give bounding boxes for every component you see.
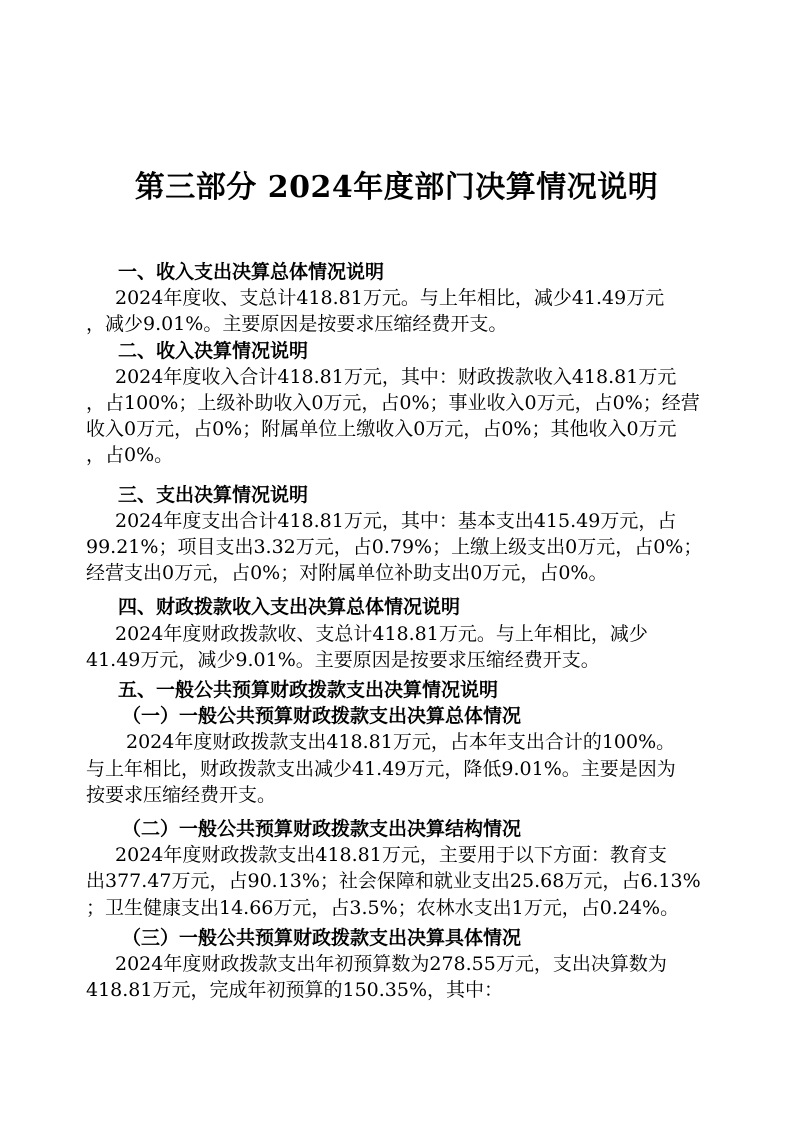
paragraph-line: 出377.47万元，占90.13%；社会保障和就业支出25.68万元，占6.13% <box>86 870 701 893</box>
document-body <box>86 259 708 1003</box>
paragraph-line: 按要求压缩经费开支。 <box>86 783 277 806</box>
page-title: 第三部分 2024年度部门决算情况说明 <box>134 170 659 205</box>
subsection-heading: （一）一般公共预算财政拨款支出决算总体情况 <box>122 705 522 728</box>
paragraph-line: ，占100%；上级补助收入0万元，占0%；事业收入0万元，占0%；经营 <box>86 392 700 415</box>
section-heading: 二、收入决算情况说明 <box>118 339 309 362</box>
subsection-heading: （二）一般公共预算财政拨款支出决算结构情况 <box>122 818 522 841</box>
section-heading: 三、支出决算情况说明 <box>118 483 309 506</box>
paragraph-line: 2024年度财政拨款支出年初预算数为278.55万元，支出决算数为 <box>115 953 667 976</box>
subsection-heading: （三）一般公共预算财政拨款支出决算具体情况 <box>122 926 522 949</box>
paragraph-line: ；卫生健康支出14.66万元，占3.5%；农林水支出1万元，占0.24%。 <box>86 896 680 919</box>
paragraph-line: 2024年度财政拨款收、支总计418.81万元。与上年相比，减少 <box>115 622 648 645</box>
paragraph-line: ，减少9.01%。主要原因是按要求压缩经费开支。 <box>86 313 508 336</box>
paragraph-line: 经营支出0万元，占0%；对附属单位补助支出0万元，占0%。 <box>86 562 608 585</box>
paragraph-line: 2024年度收入合计418.81万元，其中：财政拨款收入418.81万元 <box>115 365 677 388</box>
paragraph-line: 2024年度财政拨款支出418.81万元，占本年支出合计的100%。 <box>126 731 676 754</box>
paragraph-line: ，占0%。 <box>86 444 174 467</box>
paragraph-line: 与上年相比，财政拨款支出减少41.49万元，降低9.01%。主要是因为 <box>86 757 676 780</box>
paragraph-line: 2024年度财政拨款支出418.81万元，主要用于以下方面：教育支 <box>115 844 667 867</box>
section-heading: 四、财政拨款收入支出决算总体情况说明 <box>118 596 461 619</box>
paragraph-line: 2024年度收、支总计418.81万元。与上年相比，减少41.49万元 <box>115 287 665 310</box>
paragraph-line: 41.49万元，减少9.01%。主要原因是按要求压缩经费开支。 <box>86 648 600 671</box>
paragraph-line: 收入0万元，占0%；附属单位上缴收入0万元，占0%；其他收入0万元 <box>86 418 677 441</box>
section-heading: 一、收入支出决算总体情况说明 <box>118 261 385 283</box>
paragraph-line: 418.81万元，完成年初预算的150.35%，其中： <box>86 979 504 1002</box>
section-heading: 五、一般公共预算财政拨款支出决算情况说明 <box>118 679 499 702</box>
paragraph-line: 2024年度支出合计418.81万元，其中：基本支出415.49万元，占 <box>115 509 677 532</box>
paragraph-line: 99.21%；项目支出3.32万元，占0.79%；上缴上级支出0万元，占0%； <box>86 536 703 559</box>
